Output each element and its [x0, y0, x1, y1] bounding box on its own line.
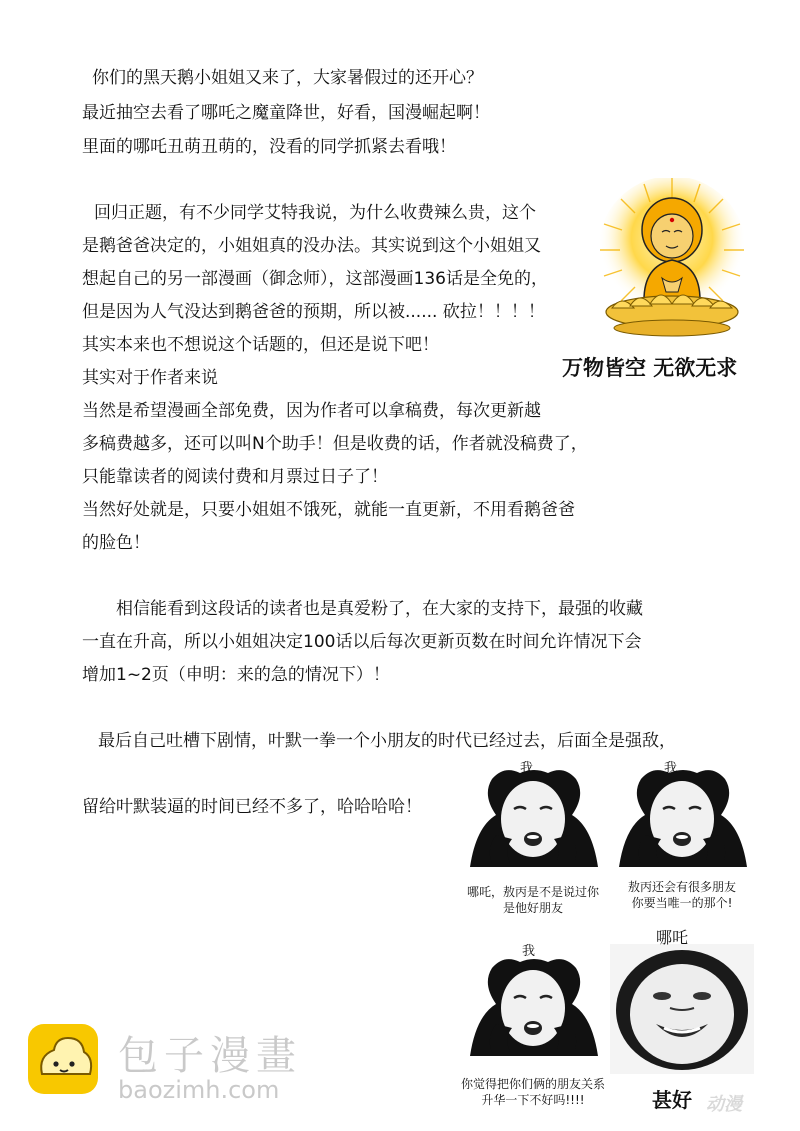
text-line: 当然是希望漫画全部免费，因为作者可以拿稿费，每次更新越	[82, 401, 541, 421]
panda-meme-panel-2	[611, 763, 753, 867]
text-line: 回归正题，有不少同学艾特我说，为什么收费辣么贵，这个	[94, 203, 536, 223]
text-line: 只能靠读者的阅读付费和月票过日子了！	[82, 467, 388, 487]
panel-3-label: 我	[522, 944, 536, 959]
text-line: 一直在升高，所以小姐姐决定100话以后每次更新页数在时间允许情况下会	[82, 632, 642, 652]
panda-face-icon	[610, 944, 754, 1074]
panel-1-label: 我	[520, 761, 534, 776]
panda-meme-panel-3	[462, 952, 604, 1056]
text-line: 但是因为人气没达到鹅爸爸的预期，所以被...... 砍拉！！！！	[82, 302, 545, 322]
text-line: 多稿费越多，还可以叫N个助手！但是收费的话，作者就没稿费了，	[82, 434, 588, 454]
text-line: 最近抽空去看了哪吒之魔童降世，好看，国漫崛起啊！	[82, 103, 490, 123]
panel-2-label: 我	[664, 761, 678, 776]
panel-2-caption-line-2: 你要当唯一的那个!	[631, 896, 733, 910]
panda-meme-panel-4	[610, 944, 754, 1074]
text-line: 最后自己吐槽下剧情，叶默一拳一个小朋友的时代已经过去，后面全是强敌，	[98, 731, 676, 751]
text-line: 你们的黑天鹅小姐姐又来了，大家暑假过的还开心？	[92, 68, 483, 88]
buddha-illustration	[592, 178, 752, 348]
panel-1-caption-line-1: 哪吒，敖丙是不是说过你	[466, 885, 599, 899]
buddha-icon	[592, 178, 752, 348]
text-line: 其实本来也不想说这个话题的，但还是说下吧！	[82, 335, 439, 355]
text-line: 是鹅爸爸决定的，小姐姐真的没办法。其实说到这个小姐姐又	[82, 236, 541, 256]
panel-1-caption-line-2: 是他好朋友	[502, 901, 563, 915]
text-line: 当然好处就是，只要小姐姐不饿死，就能一直更新，不用看鹅爸爸	[82, 500, 575, 520]
panel-2-caption-line-1: 敖丙还会有很多朋友	[627, 880, 736, 894]
watermark-corner-label: 动漫	[706, 1094, 742, 1115]
panda-face-icon	[462, 763, 604, 867]
watermark-url: baozimh.com	[118, 1076, 280, 1104]
watermark-name: 包子漫畫	[118, 1033, 302, 1079]
panel-4-label: 哪吒	[656, 928, 689, 947]
text-line: 其实对于作者来说	[82, 368, 218, 388]
panel-3-caption-line-2: 升华一下不好吗!!!!	[481, 1093, 585, 1107]
panda-meme-panel-1	[462, 763, 604, 867]
text-line: 想起自己的另一部漫画（御念师），这部漫画136话是全免的，	[82, 269, 548, 289]
panel-4-caption: 甚好	[652, 1088, 692, 1112]
baozi-logo-icon	[28, 1024, 98, 1094]
text-line: 增加1~2页（申明：来的急的情况下）！	[82, 665, 390, 685]
panda-face-icon	[611, 763, 753, 867]
text-line: 留给叶默装逼的时间已经不多了，哈哈哈哈！	[82, 797, 422, 817]
text-line: 里面的哪吒丑萌丑萌的，没看的同学抓紧去看哦！	[82, 137, 456, 157]
panda-face-icon	[462, 952, 604, 1056]
panel-3-caption-line-1: 你觉得把你们俩的朋友关系	[460, 1077, 605, 1091]
buddha-caption: 万物皆空 无欲无求	[562, 356, 738, 380]
text-line: 相信能看到这段话的读者也是真爱粉了，在大家的支持下，最强的收藏	[116, 599, 643, 619]
text-line: 的脸色！	[82, 533, 150, 553]
